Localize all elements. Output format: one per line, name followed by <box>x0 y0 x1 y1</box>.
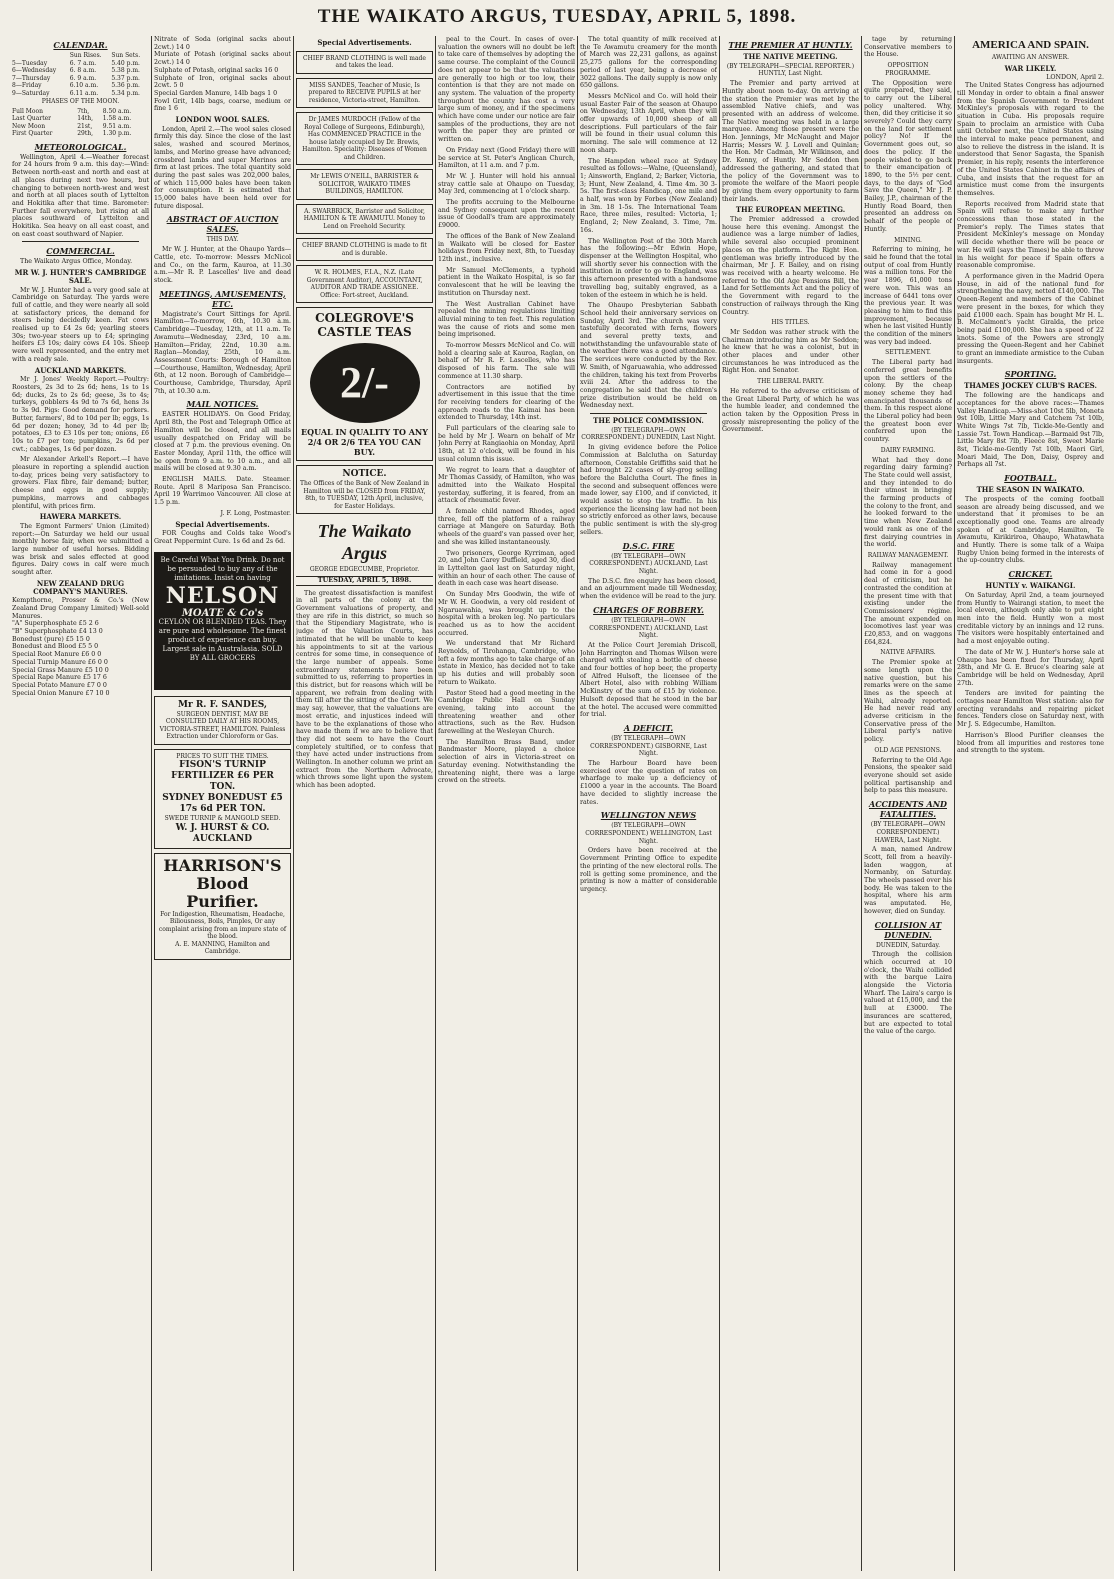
fertiliser-list <box>154 36 291 113</box>
table-row <box>12 67 149 75</box>
war-likely-heading: WAR LIKELY. <box>1004 63 1057 73</box>
commercial-lead: The Waikato Argus Office, Monday. <box>20 258 133 266</box>
auckland-markets-heading: AUCKLAND MARKETS. <box>34 365 127 375</box>
paper-title: The Waikato Argus <box>317 521 412 564</box>
old-age-heading: OLD AGE PENSIONS. <box>874 746 942 754</box>
paragraph: The date of Mr W. J. Hunter's horse sale at Ohaupo has been fixed for Thursday, April 28th, and Mr G. E. Bruce's clearing sale at Cambridge will be held on Wednesday, April 27th. <box>957 648 1104 687</box>
table-cell: 5.40 p.m. <box>111 59 140 67</box>
paragraph: The Ohaupo Presbyterian Sabbath School held their anniversary services on Sunday, April 3rd. The church was very tastefully decorated with ferns, flowers and several pretty texts, and notwithstanding the unfavourable state of the weather there was a good attendance. The services were conducted by the Rev. W. Smith, of Ngaruawahia, who addressed the children, taking his text from Proverbs xviii 24. After the address to the congregation he said that the children's prize distribution would be held on Wednesday next. <box>580 302 717 410</box>
auction-day: THIS DAY. <box>206 236 239 244</box>
list-item: Kempthorne, Prosser & Co.'s (New Zealand Drug Company Limited) Well-sold Manures. <box>12 597 149 620</box>
clothing-ad-2: CHIEF BRAND CLOTHING is made to fit and is durable. <box>296 238 433 261</box>
police-heading: THE POLICE COMMISSION. <box>593 416 704 426</box>
list-item: Bonedust (pure) £5 15 0 <box>12 635 90 643</box>
harrison-text: For Indigestion, Rheumatism, Headache, Biliousness, Boils, Pimples, Or any complaint arising from an impure state of the blood. <box>158 910 287 941</box>
dsc-dateline: (BY TELEGRAPH—OWN CORRESPONDENT.) AUCKLAND, Last Night. <box>589 552 708 575</box>
premier-text: The Premier and party arrived at Huntly about noon to-day. On arriving at the station the Premier was met by the assembled Native chiefs, and was presented with an address of welcome. The Native meeting was held in a large marquee. Among those present were the Hon. Jennings, Mr McNaught and Major Harris; Messrs W. J. Lovell and Quinlan; the Hon. Mr Cadman, Mr Wilkinson, and Dr. Kenny, of Huntly. Mr Seddon then addressed the gathering, and stated that the policy of the Government was to promote the welfare of the Maori people by giving them every opportunity to farm their lands. <box>722 80 859 203</box>
robbery-dateline: (BY TELEGRAPH—OWN CORRESPONDENT.) AUCKLAND, Last Night. <box>589 616 708 640</box>
table-cell: 1.30 p.m. <box>102 130 132 138</box>
list-item: Sulphate of Iron, original sacks about 2cwt. 5 0 <box>154 74 291 90</box>
columns <box>12 36 1104 1571</box>
coughs-ad: FOR Coughs and Colds take Wood's Great Peppermint Cure. 1s 6d and 2s 6d. <box>154 530 291 545</box>
paragraph: On Sunday Mrs Goodwin, the wife of Mr W. H. Goodwin, a very old resident of Ngaruawahia, was brought up to the hospital with a broken leg. No particulars reached us as to how the accident occurred. <box>438 591 575 637</box>
table-row <box>12 90 149 98</box>
wellington-dateline: (BY TELEGRAPH—OWN CORRESPONDENT.) WELLINGTON, Last Night. <box>585 822 712 845</box>
table-row <box>12 82 149 90</box>
cricket-heading: CRICKET. <box>1008 569 1053 580</box>
deficit-text: The Harbour Board have been exercised over the question of rates on wharfage to make up a deficiency of £1000 a year in the accounts. The Board have decided to slightly increase the rates. <box>580 760 717 806</box>
tea-price-badge: 2/- <box>310 343 420 423</box>
hawera-markets-heading: HAWERA MARKETS. <box>39 512 122 522</box>
column-8 <box>957 36 1104 1571</box>
sydney-line: SYDNEY BONEDUST £5 17s 6d PER TON. <box>162 793 283 815</box>
paragraph: Two prisoners, George Kyrriman, aged 20, and John Carey Duffield, aged 30, died in Lyttelton gaol last on Saturday night, within an hour of each other. The cause of death in each case was heart disease. <box>438 549 575 588</box>
opposition-heading: OPPOSITION PROGRAMME. <box>885 62 931 77</box>
liberal-party-heading: THE LIBERAL PARTY. <box>757 378 824 386</box>
dentist-ad <box>154 696 291 745</box>
robbery-heading: CHARGES OF ROBBERY. <box>593 604 704 615</box>
leader-article: The greatest dissatisfaction is manifest in all parts of the colony at the Government valuations of property, and they are rife in this district, so much so that the Stipendiary Magistrate, who is judge of the Valuation Courts, has intimated that he will be unable to keep his appointments to sit at the various centres for some time, in consequence of the large number of appeals. Some extraordinary statements have been submitted to us, referring to properties in this district, but for reasons which will be apparent, we refrain from dealing with them till after the sitting of the Court. We may say, however, that the valuations are most erratic, and injustices indeed will have to be the explanations of those who have made them if we are to believe that they did not seem to have the Court completely stultified, or to confess that they have acted under instructions from Wellington. In another column we print an extract from the Northern Advocate, which throws some light upon the system which has been adopted. <box>296 589 433 790</box>
paragraph: Harrison's Blood Purifier cleanses the blood from all impurities and restores tone and strength to the system. <box>957 731 1104 755</box>
list-item: Special Potato Manure £7 0 0 <box>12 682 107 689</box>
railway-heading: RAILWAY MANAGEMENT. <box>867 552 949 559</box>
fertilizer-ad <box>154 749 291 849</box>
paragraph: Reports received from Madrid state that Spain will refuse to make any further concessions than those stated in the Premier's reply. The Times states that President McKinley's message on Monday will decide whether there will be peace or war. He will (says the Times) be able to throw in his weight for peace if Spain offers a reasonable compromise. <box>957 200 1104 270</box>
postmaster: J. F. Long, Postmaster. <box>220 509 291 517</box>
paragraph: The profits accruing to the Melbourne and Sydney consequent upon the recent issue of Goodall's tram are approximately £9000. <box>438 199 575 230</box>
paragraph: We regret to learn that a daughter of Mr Thomas Cassidy, of Hamilton, who was admitted into the Waikato Hospital yesterday, suffering, it is feared, from an attack of rheumatic fever. <box>438 466 575 505</box>
paragraph: peal to the Court. In cases of over-valuation the owners will no doubt be left to take care of themselves by adopting the same course. The complaint of the Council does not appear to be that the valuations are generally too high or too low, their contention is that they are not made on any system. The valuation of the property throughout the county has cost a very large sum of money, and if the specimens which have come under our notice are fair samples of the productions, they are not worth the paper they are printed or written on. <box>438 36 575 144</box>
premier-dateline: (BY TELEGRAPH—SPECIAL REPORTER.) HUNTLY, Last Night. <box>726 62 855 78</box>
tea-tagline: EQUAL IN QUALITY TO ANY 2/4 OR 2/6 TEA YOU CAN BUY. <box>301 427 428 458</box>
table-row <box>12 75 149 83</box>
list-item: Nitrate of Soda (original sacks about 2cwt.) 14 0 <box>154 36 291 51</box>
table-cell: 6. 9 a.m. <box>69 74 97 82</box>
table-row <box>12 60 149 68</box>
settlement-heading: SETTLEMENT. <box>885 349 931 357</box>
paragraph: The United States Congress has adjourned till Monday in order to obtain a final answer from the Spanish Government to President McKinley's proposals with regard to the situation in Cuba. His proposals require Spain to proclaim an armistice with Cuba until October next, the United States using the interval to make peace permanent, and also to relieve the distress in the island. It is understood that Senor Sagasta, the Spanish Premier, in his reply, resents the interference of the United States Cabinet in the affairs of Cuba, and insists that the request for an armistice must come from the insurgents themselves. <box>957 82 1104 197</box>
police-text: In giving evidence before the Police Commission at Balclutha on Saturday afternoon, Constable Griffiths said that he had brought 22 cases of sly-grog selling before the Balclutha Court. The fines in the second and subsequent offences were made lower, say £100, and if convicted, it would assist to stop the traffic. In his experience the licensing law had not been so strictly enforced as other laws, because the public sentiment is with the sly-grog sellers. <box>580 444 717 536</box>
column-1 <box>12 36 149 1571</box>
list-item: Special Garden Manure, 14lb bags 1 0 <box>154 89 278 97</box>
table-row <box>12 115 149 123</box>
paragraph: The Wellington Post of the 30th March has the following:—Mr Edwin Hope, dispenser at the Wellington Hospital, who will shortly sever his connection with the institution in order to go to England, was this afternoon presented with a handsome travelling bag, suitably engraved, as a token of the esteem in which he is held. <box>580 237 717 299</box>
fison-line: FISON'S TURNIP FERTILIZER £6 PER TON. <box>171 760 274 793</box>
table-cell: 8—Friday <box>12 82 42 89</box>
premier-heading: THE PREMIER AT HUNTLY. <box>728 40 853 50</box>
table-cell: 9.51 a.m. <box>102 122 132 130</box>
commercial-heading: COMMERCIAL. <box>46 246 115 257</box>
nelson-company: MOATE & Co's <box>181 607 264 619</box>
editor-line: GEORGE EDGECUMBE, Proprietor. <box>309 566 420 574</box>
table-cell: 6. 8 a.m. <box>69 67 97 74</box>
column-6 <box>722 36 859 1571</box>
wellington-heading: WELLINGTON NEWS <box>600 810 697 821</box>
sporting-text: The following are the handicaps and acceptances for the above races:—Thames Valley Handicap.—Miss-shot 10st 5lb, Moneta 9st 10lb, Little Mary and Catchem 7st 10lb, White Wings 7st 7lb, Tickle-Me-Gently and Lassie 7st. Town Handicap.—Barmaid 9st 7lb, Little Mary 8st 7lb, Fleece 8st, Sweet Marie 8st, Tickle-me-Gently 7st 10lb, Maori Girl, Moari Maid, The Don, Daisy, Osprey and Perhaps all 7st. <box>957 392 1104 469</box>
old-age-text: Referring to the Old Age Pensions, the speaker said everyone should set aside political partisanship and help to pass this measure. <box>864 756 952 795</box>
divider <box>22 241 139 242</box>
accidents-text: A man, named Andrew Scott, fell from a heavily-laden waggon, at Normanby, on Saturday. The wheels passed over his body. He was taken to the hospital, where his arm was amputated. He, however, died on Sunday. <box>864 846 952 915</box>
hawera-markets-text: The Egmont Farmers' Union (Limited) report:—On Saturday we held our usual monthly horse fair, when we submitted a large number of useful horses. Bidding was brisk and sales effected at good figures. Dairy cows in calf were much sought after. <box>12 522 149 577</box>
calendar-heading: CALENDAR. <box>53 40 108 50</box>
liberal-party-text: He referred to the adverse criticism of the Great Liberal Party, of which he was the humble leader, and condemned the action taken by the Opposition Press in grossly misrepresenting the policy of the Government. <box>722 387 859 434</box>
table-cell: 5.38 p.m. <box>111 67 140 74</box>
dairy-heading: DAIRY FARMING. <box>880 446 936 454</box>
mail-heading: MAIL NOTICES. <box>186 399 259 410</box>
notice-title: NOTICE. <box>342 469 387 480</box>
harrison-title: HARRISON'S Blood Purifier. <box>163 855 282 911</box>
meetings-text: Magistrate's Court Sittings for April. Hamilton—To-morrow, 6th, 10.30 a.m. Cambridge—Tuesday, 12th, at 11 a.m. Te Awamutu—Wednesday, 23rd, 10 a.m. Hamilton—Friday, 22nd, 10.30 a.m. Raglan—Monday, 25th, 10 a.m. Assessment Courts: Borough of Hamilton—Courthouse, Hamilton, Wednesday, April 6th, at 12 noon. Borough of Cambridge—Courthouse, Cambridge, Thursday, April 7th, at 10.30 a.m. <box>154 310 291 395</box>
divider <box>590 413 707 414</box>
manures-heading: NEW ZEALAND DRUG COMPANY'S MANURES. <box>33 578 128 596</box>
cricket-subheading: HUNTLY v. WAIKANGI. <box>985 581 1076 591</box>
list-item: Bonedust and Blood £5 5 0 <box>12 643 99 651</box>
accidents-heading: ACCIDENTS AND FATALITIES. <box>868 799 947 820</box>
notice-text: The Offices of the Bank of New Zealand in Hamilton will be CLOSED from FRIDAY, 8th, to TUESDAY, 12th April, inclusive, for Easter Holidays. <box>300 480 429 510</box>
nelson-bottom: CEYLON OR BLENDED TEAS. They are pure and wholesome. The finest product of experience can buy. Largest sale in Australasia. SOLD BY ALL GROCERS <box>158 617 287 662</box>
mail-text: EASTER HOLIDAYS. On Good Friday, April 8th, the Post and Telegraph Office at Hamilton will be closed, and all mails usually despatched on Friday will be closed at 7 p.m. the previous evening. On Easter Monday, April 11th, the office will be open from 9 a.m. to 10 a.m., and all mails will be closed at 9.30 a.m. <box>154 411 291 473</box>
football-heading: FOOTBALL. <box>1004 473 1057 484</box>
table-cell: 29th, <box>77 130 94 138</box>
swede-line: SWEDE TURNIP & MANGOLD SEED. <box>164 815 281 823</box>
nelson-top: Be Careful What You Drink. Do not be persuaded to buy any of the imitations. Insist on having <box>160 555 285 582</box>
paragraph: tage by returning Conservative members to the House. <box>864 36 952 59</box>
clothing-ad: CHIEF BRAND CLOTHING is well made and takes the lead. <box>296 51 433 74</box>
collision-dateline: DUNEDIN, Saturday. <box>875 941 941 949</box>
mining-heading: MINING. <box>894 236 922 244</box>
list-item: Special Onion Manure £7 10 0 <box>12 689 110 697</box>
table-cell: New Moon <box>12 122 46 130</box>
meteorological-heading: METEOROLOGICAL. <box>34 141 127 152</box>
table-cell: Last Quarter <box>12 115 52 123</box>
table-cell: 5.36 p.m. <box>111 82 140 89</box>
doctor-ad: Dr JAMES MURDOCH (Fellow of the Royal College of Surgeons, Edinburgh), Has COMMENCED PRACTICE in the house lately occupied by Dr. Brewis, Hamilton. Speciality: Diseases of Women and Children. <box>296 112 433 165</box>
railway-text: Railway management had come in for a good deal of criticism, but he contrasted the condition at the present time with that existing under the Commissioners' régime. The amount expended on locomotives last year was £20,853, and on waggons £64,824. <box>864 561 952 646</box>
moon-table <box>12 108 149 138</box>
paragraph: Pastor Steed had a good meeting in the Cambridge Public Hall on Sunday evening, taking into account the threatening weather and other attractions, such as the Rev. Hudson farewelling at the Wesleyan Church. <box>438 689 575 736</box>
table-cell: 6. 7 a.m. <box>69 59 97 67</box>
arkell-report-text: Mr Alexander Arkell's Report.—I have pleasure in reporting a splendid auction to-day, prices being very satisfactory to growers. Flax fibre, fair demand; butter, cheese and eggs in good supply; pumpkins, marrows and cabbages plentiful, with prices firm. <box>12 456 149 510</box>
meteorological-text: Wellington, April 4.—Weather forecast for 24 hours from 9 a.m. this day:—Wind: Between north-east and north and east at all places during next two hours, but changing to between north-west and west and north at all places south of Lyttelton and Hokitika after that time. Barometer: Further fall everywhere, but rising at all places southward of Lyttelton and Hokitika. Sea heavy on all east coast, and on east coast southward of Napier. <box>12 153 149 238</box>
european-meeting-heading: THE EUROPEAN MEETING. <box>735 205 846 215</box>
deficit-heading: A DEFICIT. <box>623 722 674 733</box>
table-cell: 9—Saturday <box>12 89 50 97</box>
english-mails: ENGLISH MAILS. Date. Steamer. Route. April 8 Mariposa San Francisco. April 19 Warrimoo Vancouver. All close at 1.5 p.m. <box>154 476 291 507</box>
football-subheading: THE SEASON IN WAIKATO. <box>976 485 1085 495</box>
london-dateline: LONDON, April 2. <box>1046 74 1104 82</box>
paragraph: A female child named Rhodes, aged three, fell off the platform of a railway carriage at Mangere on Saturday. Both wheels of the guard's van passed over her, and she was killed instantaneously. <box>438 508 575 546</box>
list-item: Special Rape Manure £5 17 6 <box>12 674 107 682</box>
list-item: Sulphate of Potash, original sacks 16 0 <box>154 66 279 74</box>
table-cell: 14th, <box>77 115 94 123</box>
sporting-heading: SPORTING. <box>1004 369 1057 380</box>
table-cell: 7—Thursday <box>12 74 51 82</box>
list-item: "A" Superphosphate £5 2 6 <box>12 620 99 628</box>
table-cell: Sun Sets. <box>111 52 141 59</box>
auckland-markets-text: Mr J. Jones' Weekly Report.—Poultry: Roosters, 2s 3d to 2s 6d; hens, 1s to 1s 6d; ducks, 2s to 2s 6d; geese, 3s to 4s; turkeys, gobblers 4s 9d to 7s 6d, hens 3s to 3s 9d. Pigs: Good demand for porkers. Butter, farmers', 8d to 10d per lb; eggs, 1s 6d per dozen; honey, 3d to 4d per lb; potatoes, £3 to £3 10s per ton; onions, £6 10s to £7 per ton; pumpkins, 2s 6d per cwt.; cabbages, 1s 6d per dozen. <box>12 376 149 453</box>
deficit-dateline: (BY TELEGRAPH—OWN CORRESPONDENT.) GISBORNE, Last Night. <box>590 734 707 758</box>
solicitor-ad: A. SWARBRICK, Barrister and Solicitor, HAMILTON & TE AWAMUTU. Money to Lend on Freehold Security. <box>296 204 433 235</box>
robbery-text: At the Police Court Jeremiah Driscoll, John Harrington and Thomas Wilson were charged with stealing a bottle of cheese and four bottles of hop beer, the property of Alfred Hulsoft, the licensee of the Albert Hotel, also with robbing William McKinstry of the sum of £15 by violence. Hulsoft deposed that he stood in the bar at the hotel. The accused were committed for trial. <box>580 641 717 719</box>
native-text: The Premier spoke at some length upon the native question, but his remarks were on the same lines as the speech at Waihi, already reported. He had never read any adverse criticism in the Conservative press of the Liberal party's native policy. <box>864 659 952 744</box>
table-cell: 5.34 p.m. <box>111 89 140 97</box>
native-heading: NATIVE AFFAIRS. <box>880 649 936 657</box>
moon-heading: PHASES OF THE MOON. <box>41 98 120 105</box>
paragraph: The West Australian Cabinet have repealed the mining regulations limiting alluvial mining to ten feet. This regulation was the cause of riots and some men being imprisoned. <box>438 300 575 339</box>
settlement-text: The Liberal party had conferred great benefits upon the settlers of the colony. By the cheap money scheme they had emancipated thousands of them. In this respect alone the Liberal policy had been the greatest boon ever conferred upon the country. <box>864 359 952 444</box>
list-item: "B" Superphosphate £4 13 0 <box>12 628 103 636</box>
table-cell: First Quarter <box>12 130 53 138</box>
nelson-name: NELSON <box>165 582 280 609</box>
cricket-text: On Saturday, April 2nd, a team journeyed from Huntly to Wairangi station, to meet the local eleven, although only able to put eight men into the field. Huntly won a most creditable victory by an innings and 12 runs. The visitors were hospitably entertained and had a most enjoyable outing. <box>957 591 1104 646</box>
column-2 <box>154 36 291 1571</box>
list-item: Special Root Manure £6 0 0 <box>12 651 102 659</box>
table-cell <box>12 52 70 60</box>
paragraph: Mr W. J. Hunter will hold his annual stray cattle sale at Ohaupo on Tuesday, May 3rd, commencing at 1 o'clock sharp. <box>438 172 575 196</box>
column-4 <box>438 36 575 1571</box>
auction-text: Mr W. J. Hunter, at the Ohaupo Yards—Cattle, etc. To-morrow: Messrs McNicol and Co., on the farm, Kauroa, at 11.30 a.m.—Mr R. P. Lascelles' live and dead stock. <box>154 246 291 284</box>
commercial-subheading: MR W. J. HUNTER'S CAMBRIDGE SALE. <box>14 268 147 285</box>
opposition-text: The Opposition were quite prepared, they said, to carry out the Liberal policy unaltered. Why, then, did they criticise it so severely? Could they carry on the land for settlement policy? No! If the Government goes out, so does the policy. If the people wished to go back to their emancipation of 1890, to the 5½ per cent. days, to the days of "God Save the Queen," Mr J. P. Bailey, J.P., chairman of the Huntly Road Board, then presented an address on behalf of the people of Huntly. <box>864 79 952 233</box>
commercial-text: Mr W. J. Hunter had a very good sale at Cambridge on Saturday. The yards were full of cattle, and they were nearly all sold at satisfactory prices, the demand for steers being decidedly keen. Fat cows realised up to £4 2s 6d; yearling steers 30s; two-year steers up to £4; springing heifers £3 10s; dairy cows £4 10s. Sheep were well represented, and the entry met with a ready sale. <box>12 286 149 363</box>
paragraph: The Hampden wheel race at Sydney resulted as follows:—Walne, (Queensland), 1; Ainsworth, England, 2; Barker, Victoria, 3; Hunt, New Zealand, 4. Time 4m. 30 3-5s. The first-class Handicap, one mile and a half, was won by Forbes (New Zealand) in 3m. 18 1-5s. The International Team Race, three miles, resulted: Victoria, 1; England, 2; New Zealand, 3. Time, 7m. 16s. <box>580 157 717 234</box>
his-titles-text: Mr Seddon was rather struck with the Chairman introducing him as Mr Seddon; he knew that he was a colonist, but in other places and under other circumstances he was introduced as the Right Hon. and Senator. <box>722 328 859 375</box>
barrister-ad: Mr LEWIS O'NEILL, BARRISTER & SOLICITOR, WAIKATO TIMES BUILDINGS, HAMILTON. <box>296 169 433 200</box>
table-cell: 8.50 a.m. <box>102 107 132 115</box>
sporting-subheading: THAMES JOCKEY CLUB'S RACES. <box>964 381 1097 391</box>
paragraph: The offices of the Bank of New Zealand in Waikato will be closed for Easter holidays from Friday next, 8th, to Tuesday 12th inst., inclusive. <box>438 232 575 263</box>
table-cell: 7th, <box>77 107 90 115</box>
list-item: Special Grass Manure £5 10 0 <box>12 666 109 674</box>
table-cell: 6.10 a.m. <box>69 82 99 89</box>
issue-date: TUESDAY, APRIL 5, 1898. <box>296 576 433 586</box>
paragraph: Contractors are notified by advertisement in this issue that the time for receiving tenders for clearing of the approach roads to the Kaimai has been extended to Thursday, 14th inst. <box>438 383 575 422</box>
paragraph: Mr Samuel McClements, a typhoid patient in the Waikato Hospital, is so far convalescent that he will be leaving the institution on Thursday next. <box>438 266 575 297</box>
police-dateline: (BY TELEGRAPH—OWN CORRESPONDENT.) DUNEDIN, Last Night. <box>581 426 716 442</box>
dsc-text: The D.S.C. fire enquiry has been closed, and an adjournment made till Wednesday, when the evidence will be read to the jury. <box>580 577 717 601</box>
paragraph: The Hamilton Brass Band, under Bandmaster Moore, played a choice selection of airs in Victoria-street on Saturday evening. Notwithstanding the threatening night, there was a large crowd on the streets. <box>438 738 575 785</box>
table-row <box>12 52 149 60</box>
paragraph: A performance given in the Madrid Opera House, in aid of the national fund for strengthening the navy, netted £140,000. The Queen-Regent and members of the Cabinet were present in the boxes, for which they paid £1000 each. Spain has bought Mr H. L. B. McCalmont's yacht Giralda, the price being paid £100,000. She has a speed of 22 knots. Some of the Powers are strongly pressing the Queen-Regent and her Cabinet to grant an immediate armistice to the Cuban insurgents. <box>957 272 1104 365</box>
list-item: Special Turnip Manure £6 0 0 <box>12 658 108 666</box>
prices-line: PRICES TO SUIT THE TIMES. <box>176 752 269 760</box>
table-cell: 6—Wednesday <box>12 67 57 74</box>
paragraph: To-morrow Messrs McNicol and Co. will hold a clearing sale at Kauroa, Raglan, on behalf of Mr R. F. Lascelles, who has disposed of his farm. The sale will commence at 11.30 sharp. <box>438 342 575 380</box>
european-meeting-text: The Premier addressed a crowded house here this evening. Amongst the audience was a large number of ladies, while several also occupied prominent places on the platform. The Right Hon. gentleman was briefly introduced by the chairman, Mr J. F. Bailey, and on rising was received with a hearty welcome. He referred to the Old Age Pensions Bill, the Land for Settlements Act and the policy of the Government with regard to the construction of railways through the King Country. <box>722 216 859 316</box>
accidents-dateline: (BY TELEGRAPH—OWN CORRESPONDENT.) HAWERA, Last Night. <box>870 821 946 844</box>
table-cell: 1.58 a.m. <box>102 115 132 123</box>
manure-list <box>12 597 149 697</box>
collision-text: Through the collision which occurred at 10 o'clock, the Waihi collided with the barque Laira alongside the Victoria Wharf. The Laira's cargo is valued at £15,000, and the hull at £3000. The insurances are scattered, but are expected to total the value of the cargo. <box>864 951 952 1036</box>
paragraph: The total quantity of milk received at the Te Awamutu creamery for the month of March was 22,231 gallons, as against 25,275 gallons for the corresponding period of last year, being a decrease of 3022 gallons. The daily supply is now only 650 gallons. <box>580 36 717 90</box>
harrison-ad <box>154 853 291 960</box>
wellington-text: Orders have been received at the Government Printing Office to expedite the printing of the new electoral rolls. The roll is getting some prominence, and the printing is now a matter of considerable urgency. <box>580 847 717 893</box>
colegrove-tea-ad <box>296 307 433 461</box>
accountant-ad: W. R. HOLMES, F.I.A., N.Z. (Late Government Auditor), ACCOUNTANT, AUDITOR AND TRADE ASSIGNEE. Office: Fort-street, Auckland. <box>296 265 433 303</box>
dentist-name: Mr R. F. SANDES, <box>177 699 268 710</box>
mining-text: Referring to mining, he said he found that the total output of coal from Huntly was a million tons. For the year 1896, 61,000 tons were won. This was an increase of 6441 tons over the previous year. It was pleasing to him to find this improvement, because when he last visited Huntly the condition of the miners was very bad indeed. <box>864 246 952 346</box>
table-cell: Sun Rises. <box>69 52 102 59</box>
dairy-text: What had they done regarding dairy farming? The State could well assist, and they intended to do their utmost in bringing the farming products of the colony to the front, and he looked forward to the time when New Zealand would rank as one of the first dairying countries in the world. <box>864 456 952 549</box>
column-7 <box>864 36 952 1571</box>
wool-sales-heading: LONDON WOOL SALES. <box>175 115 270 125</box>
column-3 <box>296 36 433 1571</box>
table-cell: 21st, <box>77 122 93 130</box>
table-row <box>12 108 149 116</box>
bank-notice <box>296 465 433 514</box>
dentist-text: SURGEON DENTIST, MAY BE CONSULTED DAILY AT HIS ROOMS, VICTORIA-STREET, HAMILTON. Painless Extraction under Chloroform or Gas. <box>159 710 286 741</box>
paragraph: Messrs McNicol and Co. will hold their usual Easter Fair of the season at Ohaupo on Wednesday, 13th April, when they will offer upwards of 10,000 sheep of all descriptions. Full particulars of the fair will be found in their usual column this morning. The sale will commence at 12 noon sharp. <box>580 92 717 154</box>
table-row <box>12 130 149 138</box>
paragraph: On Friday next (Good Friday) there will be service at St. Peter's Anglican Church, Hamilton, at 11 a.m. and 7 p.m. <box>438 146 575 170</box>
manning-line: A. E. MANNING, Hamilton and Cambridge. <box>175 940 270 956</box>
paragraph: Full particulars of the clearing sale to be held by Mr J. Wearn on behalf of Mr John Perry at Rangiaohia on Monday, April 18th, at 12 o'clock, will be found in his usual column this issue. <box>438 425 575 463</box>
his-titles-heading: HIS TITLES. <box>771 319 810 327</box>
column-5 <box>580 36 717 1571</box>
america-spain-heading: AMERICA AND SPAIN. <box>972 39 1089 51</box>
list-item: Fowl Grit, 14lb bags, coarse, medium or fine 1 6 <box>154 97 291 113</box>
table-cell: 5—Tuesday <box>12 59 48 67</box>
auction-heading: ABSTRACT OF AUCTION SALES. <box>166 214 279 235</box>
wool-sales-text: London, April 2.—The wool sales closed firmly this day. Since the close of the last sales, washed and scoured Merinos, lambs, and Merino grease have advanced; crossbred lambs and super Merinos are firm at last prices. The total quantity sold during the past sales was 202,000 bales, of which 115,000 bales have been taken for consumption. It is estimated that 15,000 bales have been held over for future disposal. <box>154 125 291 210</box>
hurst-line: W. J. HURST & CO. AUCKLAND <box>175 822 270 844</box>
football-text: The prospects of the coming football season are already being discussed, and we understand that it promises to be an exceptionally good one. Teams are already spoken of at Cambridge, Hamilton, Te Awamutu, Kirikiriroa, Ohaupo, Whatawhata and Huntly. There is some talk of a Waipa Rugby Union being formed in the interests of the up-country clubs. <box>957 495 1104 565</box>
meetings-heading: MEETINGS, AMUSEMENTS, ETC. <box>159 288 286 309</box>
premier-subheading: THE NATIVE MEETING. <box>743 52 838 61</box>
table-cell: 5.37 p.m. <box>111 74 140 82</box>
collision-heading: COLLISION AT DUNEDIN. <box>874 919 942 940</box>
music-teacher-ad: MISS SANDES, Teacher of Music, Is prepared to RECEIVE PUPILS at her residence, Victoria-street, Hamilton. <box>296 78 433 109</box>
table-cell: Full Moon <box>12 107 44 115</box>
list-item: Muriate of Potash (original sacks about 2cwt.) 14 0 <box>154 51 291 67</box>
tea-brand: COLEGROVE'S CASTLE TEAS <box>315 311 414 340</box>
dsc-heading: D.S.C. FIRE <box>622 540 675 551</box>
table-row <box>12 123 149 131</box>
masthead: THE WAIKATO ARGUS, TUESDAY, APRIL 5, 1898. <box>317 6 797 27</box>
special-ads-heading: Special Advertisements. <box>175 519 270 529</box>
calendar-table <box>12 52 149 97</box>
nelson-tea-ad <box>154 552 291 690</box>
table-cell: 6.11 a.m. <box>69 89 99 97</box>
special-ads-heading: Special Advertisements. <box>317 38 412 47</box>
paragraph: We understand that Mr Richard Reynolds, of Tirohanga, Cambridge, who left a few months ago to take charge of an estate in Mexico, has decided not to take up his duties and will probably soon return to Waikato. <box>438 640 575 686</box>
paragraph: Tenders are invited for painting the cottages near Hamilton West station: also for erecting verandahs and repairing picket fences. Tenders close on Saturday next, with Mr J. S. Edgecumbe, Hamilton. <box>957 690 1104 729</box>
america-spain-subheading: AWAITING AN ANSWER. <box>991 54 1070 61</box>
